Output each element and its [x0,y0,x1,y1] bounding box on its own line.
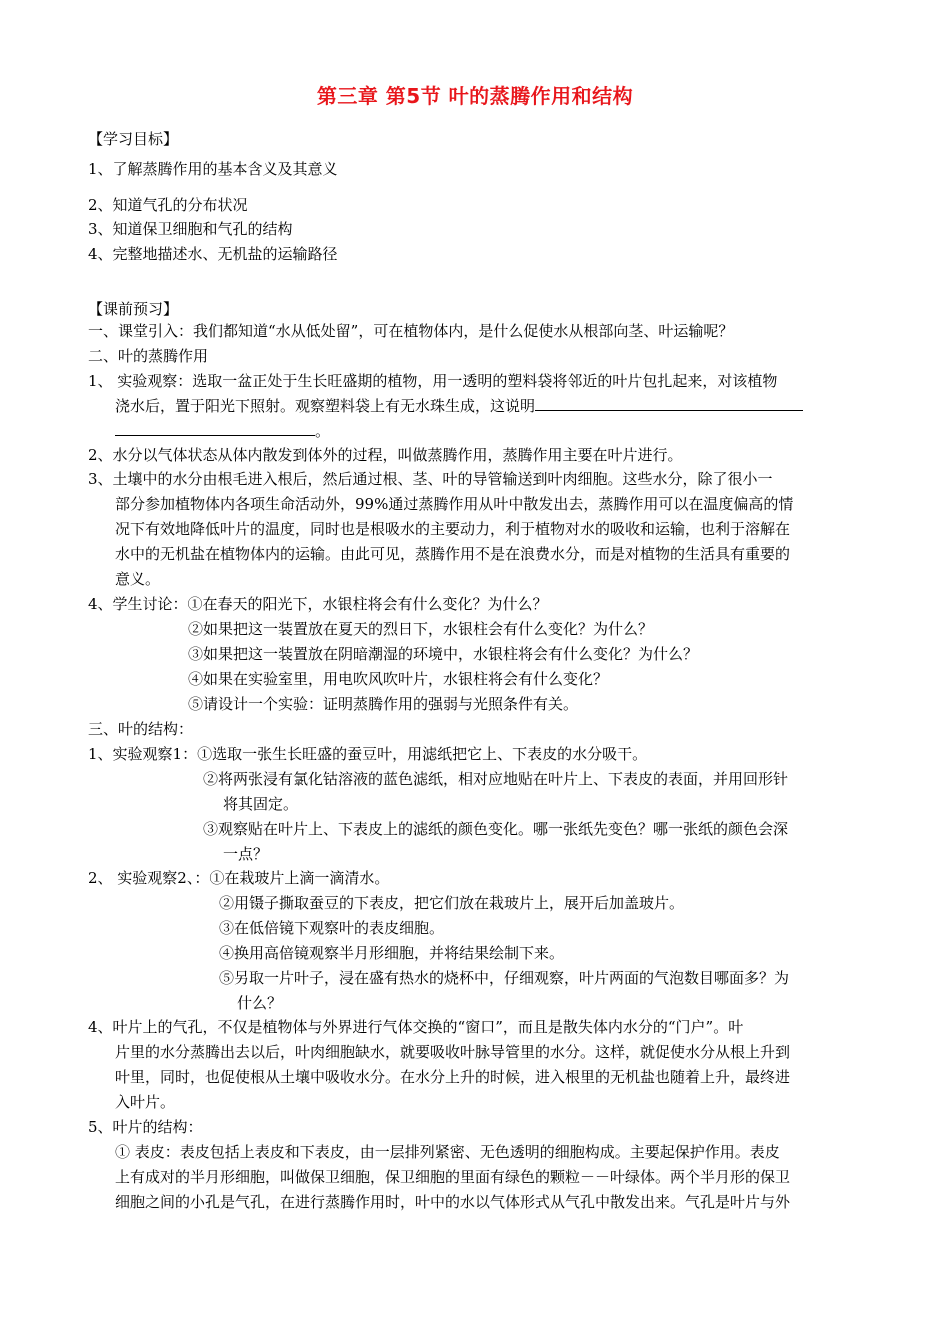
experiment-step: ②用镊子撕取蚕豆的下表皮，把它们放在栽玻片上，展开后加盖玻片。 [219,894,685,912]
page-title: 第三章 第5节 叶的蒸腾作用和结构 [316,84,634,108]
paragraph-text: 。 [315,422,331,440]
objective-item: 1、了解蒸腾作用的基本含义及其意义 [88,160,338,178]
experiment-lead: 1、实验观察1：①选取一张生长旺盛的蚕豆叶，用滤纸把它上、下表皮的水分吸干。 [88,745,648,763]
paragraph-line: ① 表皮：表皮包括上表皮和下表皮，由一层排列紧密、无色透明的细胞构成。主要起保护作用。表皮 [115,1143,780,1161]
experiment-step: 一点？ [223,845,269,863]
discussion-lead: 4、学生讨论：①在春天的阳光下，水银柱将会有什么变化？为什么？ [88,595,548,613]
intro-paragraph: 一、课堂引入：我们都知道“水从低处留”，可在植物体内，是什么促使水从根部向茎、叶运输呢？ [88,322,734,340]
experiment-step: 什么？ [237,994,283,1012]
experiment-step: 将其固定。 [223,795,299,813]
paragraph-line: 入叶片。 [115,1093,176,1111]
objective-item: 3、知道保卫细胞和气孔的结构 [88,220,293,238]
objective-item: 4、完整地描述水、无机盐的运输路径 [88,245,338,263]
paragraph-line: 1、 实验观察：选取一盆正处于生长旺盛期的植物，用一透明的塑料袋将邻近的叶片包扎起来，对该植物 [88,372,778,390]
answer-blank[interactable] [115,421,315,436]
section-heading: 5、叶片的结构： [88,1118,203,1136]
section-heading: 二、叶的蒸腾作用 [88,347,209,365]
section-heading: 三、叶的结构： [88,720,194,738]
paragraph-line: 片里的水分蒸腾出去以后，叶肉细胞缺水，就要吸收叶脉导管里的水分。这样，就促使水分从根上升到 [115,1043,791,1061]
paragraph-line: 意义。 [115,570,161,588]
experiment-step: ④换用高倍镜观察半月形细胞，并将结果绘制下来。 [219,944,565,962]
paragraph-line [115,420,330,442]
paragraph-line: 况下有效地降低叶片的温度，同时也是根吸水的主要动力，利于植物对水的吸收和运输，也利于溶解在 [115,520,791,538]
preview-heading: 【课前预习】 [88,300,179,318]
experiment-step: ③观察贴在叶片上、下表皮上的滤纸的颜色变化。哪一张纸先变色？哪一张纸的颜色会深 [203,820,789,838]
objective-item: 2、知道气孔的分布状况 [88,196,248,214]
objectives-heading: 【学习目标】 [88,130,179,148]
paragraph-line: 3、土壤中的水分由根毛进入根后，然后通过根、茎、叶的导管输送到叶肉细胞。这些水分，除了很小一 [88,470,773,488]
paragraph-line [115,395,803,417]
answer-blank[interactable] [535,396,803,411]
discussion-item: ②如果把这一装置放在夏天的烈日下，水银柱会有什么变化？为什么？ [188,620,654,638]
paragraph-line: 叶里，同时，也促使根从土壤中吸收水分。在水分上升的时候，进入根里的无机盐也随着上升，最终进 [115,1068,791,1086]
experiment-step: ⑤另取一片叶子，浸在盛有热水的烧杯中，仔细观察，叶片两面的气泡数目哪面多？为 [219,969,790,987]
experiment-step: ②将两张浸有氯化钴溶液的蓝色滤纸，相对应地贴在叶片上、下表皮的表面，并用回形针 [203,770,789,788]
paragraph-line: 4、叶片上的气孔，不仅是植物体与外界进行气体交换的“窗口”，而且是散失体内水分的“门户”。叶 [88,1018,744,1036]
paragraph-line: 部分参加植物体内各项生命活动外，99%通过蒸腾作用从叶中散发出去，蒸腾作用可以在温度偏高的情 [115,495,794,513]
paragraph-line: 细胞之间的小孔是气孔，在进行蒸腾作用时，叶中的水以气体形式从气孔中散发出来。气孔是叶片与外 [115,1193,791,1211]
paragraph-line: 水中的无机盐在植物体内的运输。由此可见，蒸腾作用不是在浪费水分，而是对植物的生活具有重要的 [115,545,791,563]
discussion-item: ④如果在实验室里，用电吹风吹叶片，水银柱将会有什么变化？ [188,670,609,688]
paragraph-text: 浇水后，置于阳光下照射。观察塑料袋上有无水珠生成，这说明 [115,397,536,415]
discussion-item: ⑤请设计一个实验：证明蒸腾作用的强弱与光照条件有关。 [188,695,579,713]
paragraph-line: 上有成对的半月形细胞，叫做保卫细胞，保卫细胞的里面有绿色的颗粒－－叶绿体。两个半月形的保卫 [115,1168,791,1186]
experiment-step: ③在低倍镜下观察叶的表皮细胞。 [219,919,445,937]
discussion-item: ③如果把这一装置放在阴暗潮湿的环境中，水银柱将会有什么变化？为什么？ [188,645,699,663]
paragraph-line: 2、水分以气体状态从体内散发到体外的过程，叫做蒸腾作用，蒸腾作用主要在叶片进行。 [88,446,683,464]
experiment-lead: 2、 实验观察2、：①在栽玻片上滴一滴清水。 [88,869,390,887]
